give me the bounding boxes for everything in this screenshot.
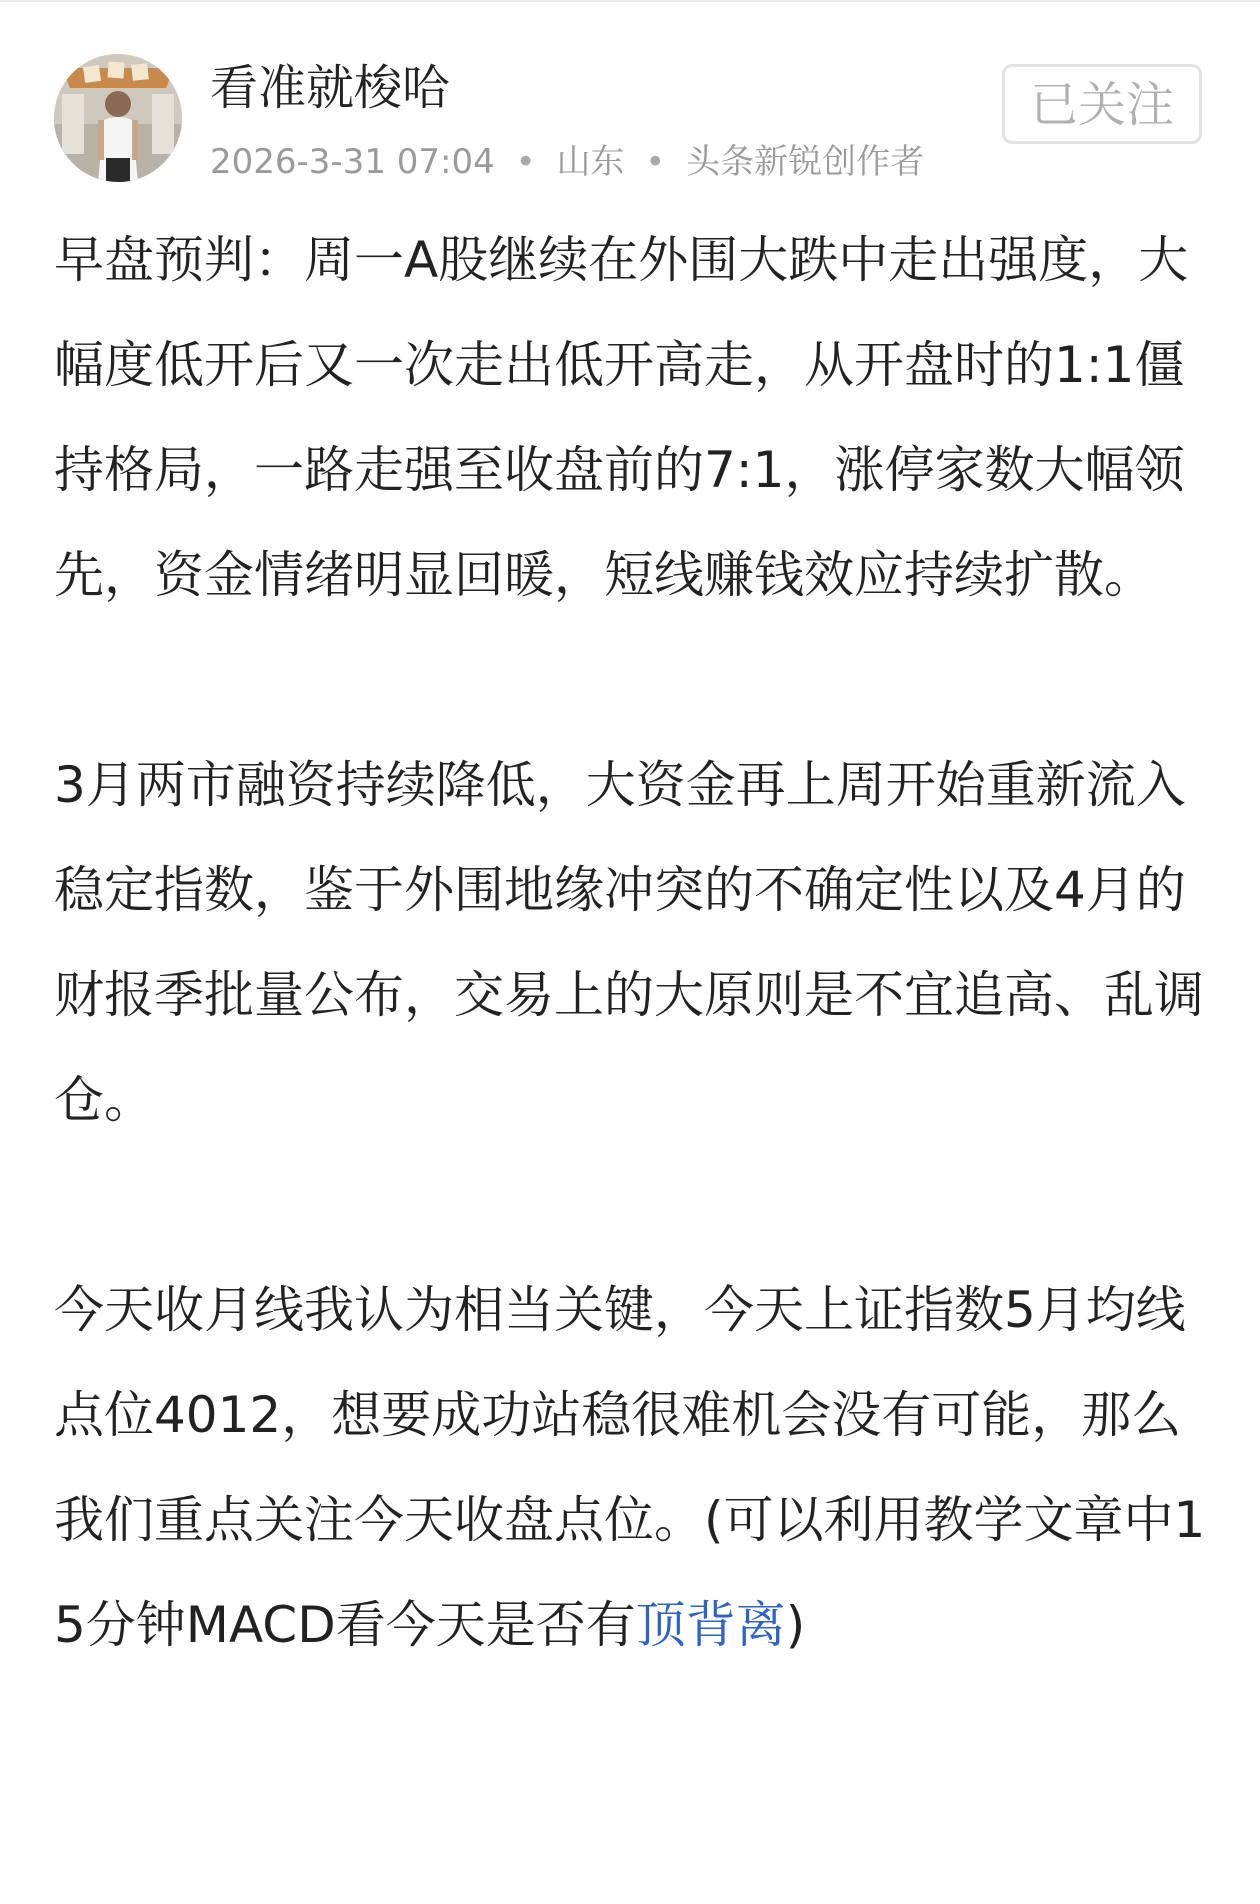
paragraph-tail: ) [785, 1596, 806, 1654]
author-name[interactable]: 看准就梭哈 [210, 60, 451, 116]
article-body [54, 208, 1214, 1678]
post-date: 2026-3-31 07:04 [210, 142, 495, 182]
article-header [0, 0, 1260, 190]
article-paragraph [54, 1258, 1214, 1678]
post-location: 山东 [556, 142, 625, 182]
paragraph-text: 今天收月线我认为相当关键，今天上证指数5月均线点位4012，想要成功站稳很难机会没有可能，那么我们重点关注今天收盘点位。(可以利用教学文章中15分钟MACD看今天是否有 [54, 1281, 1206, 1654]
author-avatar[interactable] [54, 54, 182, 182]
following-button[interactable]: 已关注 [1002, 64, 1202, 144]
top-divergence-link[interactable]: 顶背离 [635, 1596, 786, 1654]
post-meta [210, 140, 924, 184]
avatar-image [54, 54, 182, 182]
article-paragraph: 3月两市融资持续降低，大资金再上周开始重新流入稳定指数，鉴于外围地缘冲突的不确定性以及4月的财报季批量公布，交易上的大原则是不宜追高、乱调仓。 [54, 756, 1204, 1129]
article-paragraph: 早盘预判：周一A股继续在外围大跌中走出强度，大幅度低开后又一次走出低开高走，从开盘时的1:1僵持格局，一路走强至收盘前的7:1，涨停家数大幅领先，资金情绪明显回暖，短线赚钱效应持续扩散。 [54, 231, 1189, 604]
author-badge: 头条新锐创作者 [686, 142, 925, 182]
meta-separator: • [645, 142, 666, 182]
meta-separator: • [515, 142, 536, 182]
